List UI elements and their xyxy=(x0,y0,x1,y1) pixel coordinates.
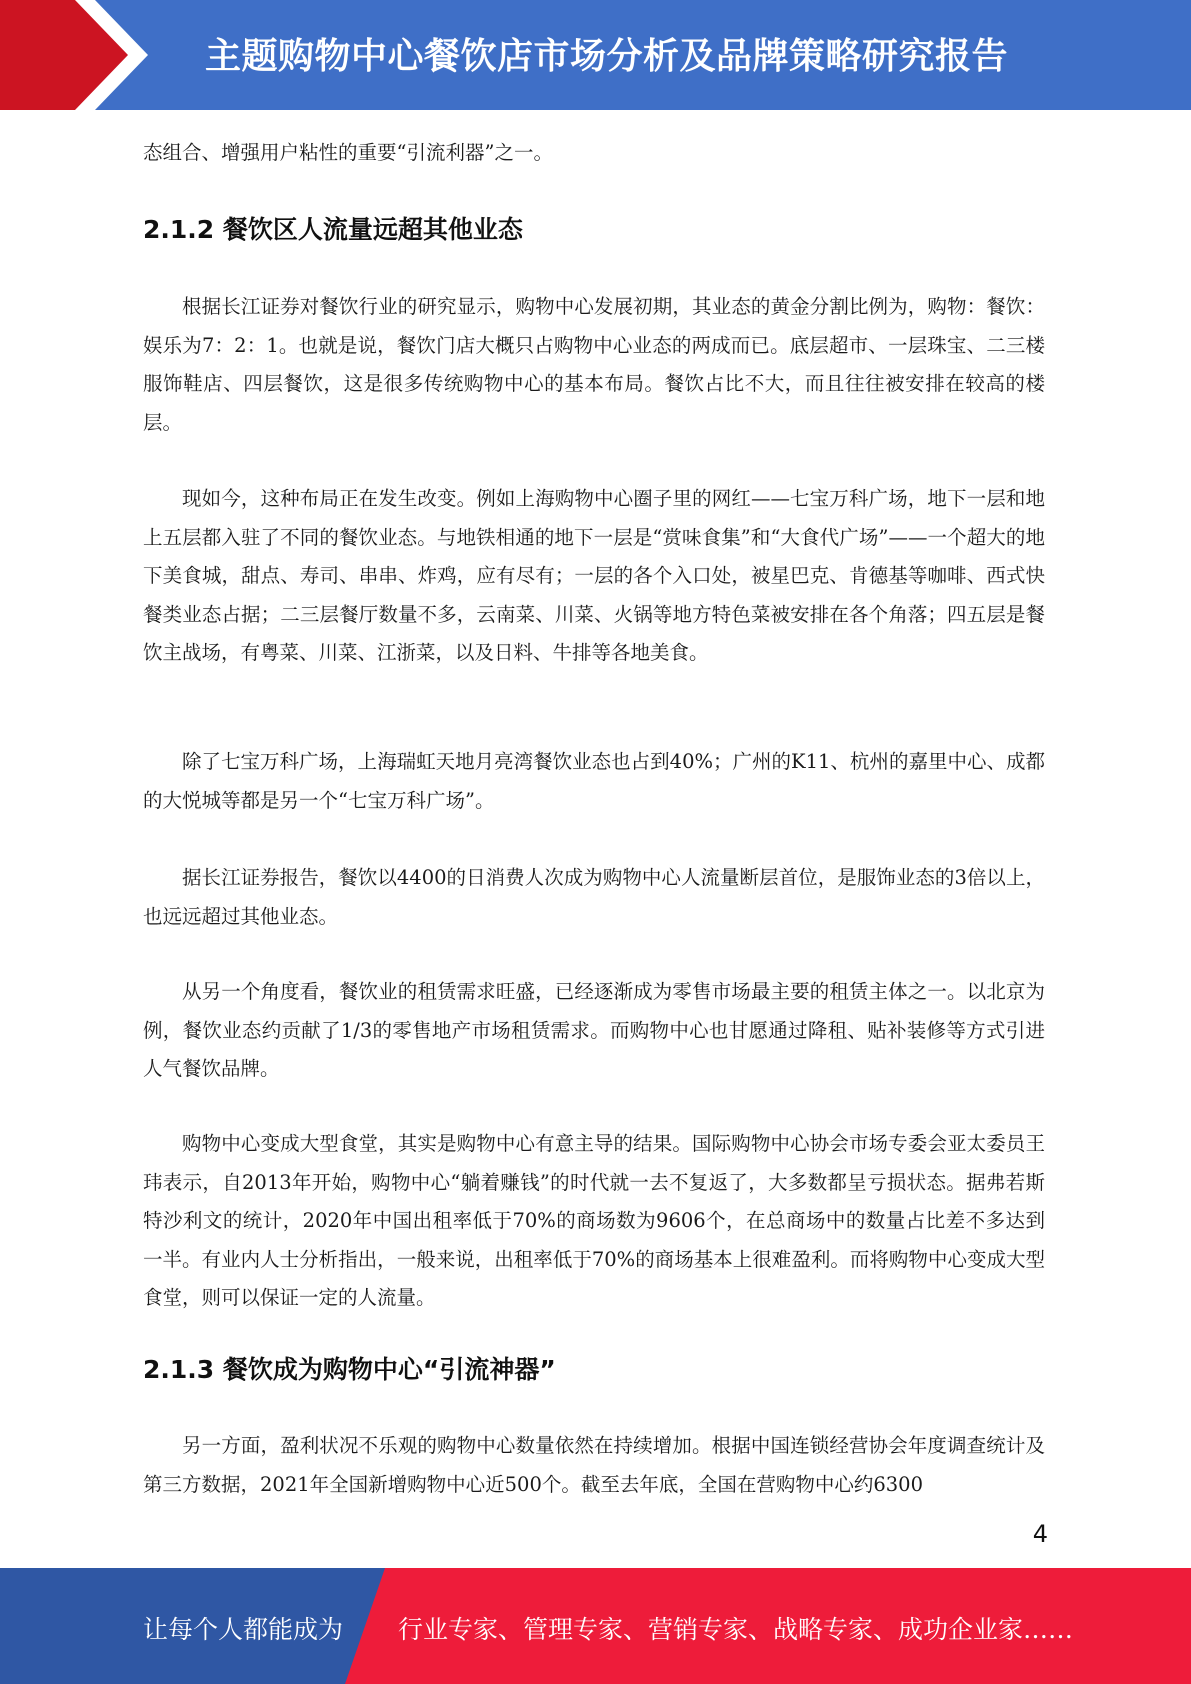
page-body xyxy=(143,135,1045,1496)
paragraph: 据长江证券报告，餐饮以4400的日消费人次成为购物中心人流量断层首位，是服饰业态的3倍以上，也远远超过其他业态。 xyxy=(143,866,1045,928)
section-heading-2-1-2: 2.1.2 餐饮区人流量远超其他业态 xyxy=(143,215,523,244)
footer-slogan-right: 行业专家、管理专家、营销专家、战略专家、成功企业家…… xyxy=(398,1615,1074,1644)
document-title: 主题购物中心餐饮店市场分析及品牌策略研究报告 xyxy=(205,36,1009,77)
paragraph: 除了七宝万科广场，上海瑞虹天地月亮湾餐饮业态也占到40%；广州的K11、杭州的嘉里中心、成都的大悦城等都是另一个“七宝万科广场”。 xyxy=(143,750,1045,812)
paragraph: 从另一个角度看，餐饮业的租赁需求旺盛，已经逐渐成为零售市场最主要的租赁主体之一。以北京为例，餐饮业态约贡献了1/3的零售地产市场租赁需求。而购物中心也甘愿通过降租、贴补装修等方式引进人气餐饮品牌。 xyxy=(143,980,1045,1080)
section-heading-2-1-3: 2.1.3 餐饮成为购物中心“引流神器” xyxy=(143,1355,556,1384)
page-footer xyxy=(0,1568,1191,1684)
footer-slogan-left: 让每个人都能成为 xyxy=(143,1615,344,1644)
continued-paragraph: 态组合、增强用户粘性的重要“引流利器”之一。 xyxy=(143,141,553,164)
paragraph: 购物中心变成大型食堂，其实是购物中心有意主导的结果。国际购物中心协会市场专委会亚太委员王玮表示，自2013年开始，购物中心“躺着赚钱”的时代就一去不复返了，大多数都呈亏损状态。据弗若斯特沙利文的统计，2020年中国出租率低于70%的商场数为9606个，在总商场中的数量占比差不多达到一半。有业内人士分析指出，一般来说，出租率低于70%的商场基本上很难盈利。而将购物中心变成大型食堂，则可以保证一定的人流量。 xyxy=(143,1132,1045,1309)
paragraph: 根据长江证券对餐饮行业的研究显示，购物中心发展初期，其业态的黄金分割比例为，购物：餐饮：娱乐为7：2：1。也就是说，餐饮门店大概只占购物中心业态的两成而已。底层超市、一层珠宝、二三楼服饰鞋店、四层餐饮，这是很多传统购物中心的基本布局。餐饮占比不大，而且往往被安排在较高的楼层。 xyxy=(143,295,1045,434)
page-header xyxy=(0,0,1191,110)
paragraph: 现如今，这种布局正在发生改变。例如上海购物中心圈子里的网红——七宝万科广场，地下一层和地上五层都入驻了不同的餐饮业态。与地铁相通的地下一层是“赏味食集”和“大食代广场”——一个超大的地下美食城，甜点、寿司、串串、炸鸡，应有尽有；一层的各个入口处，被星巴克、肯德基等咖啡、西式快餐类业态占据；二三层餐厅数量不多，云南菜、川菜、火锅等地方特色菜被安排在各个角落；四五层是餐饮主战场，有粤菜、川菜、江浙菜，以及日料、牛排等各地美食。 xyxy=(143,487,1045,664)
page-number: 4 xyxy=(1032,1520,1048,1548)
paragraph: 另一方面，盈利状况不乐观的购物中心数量依然在持续增加。根据中国连锁经营协会年度调查统计及第三方数据，2021年全国新增购物中心近500个。截至去年底，全国在营购物中心约6300 xyxy=(143,1434,1045,1496)
